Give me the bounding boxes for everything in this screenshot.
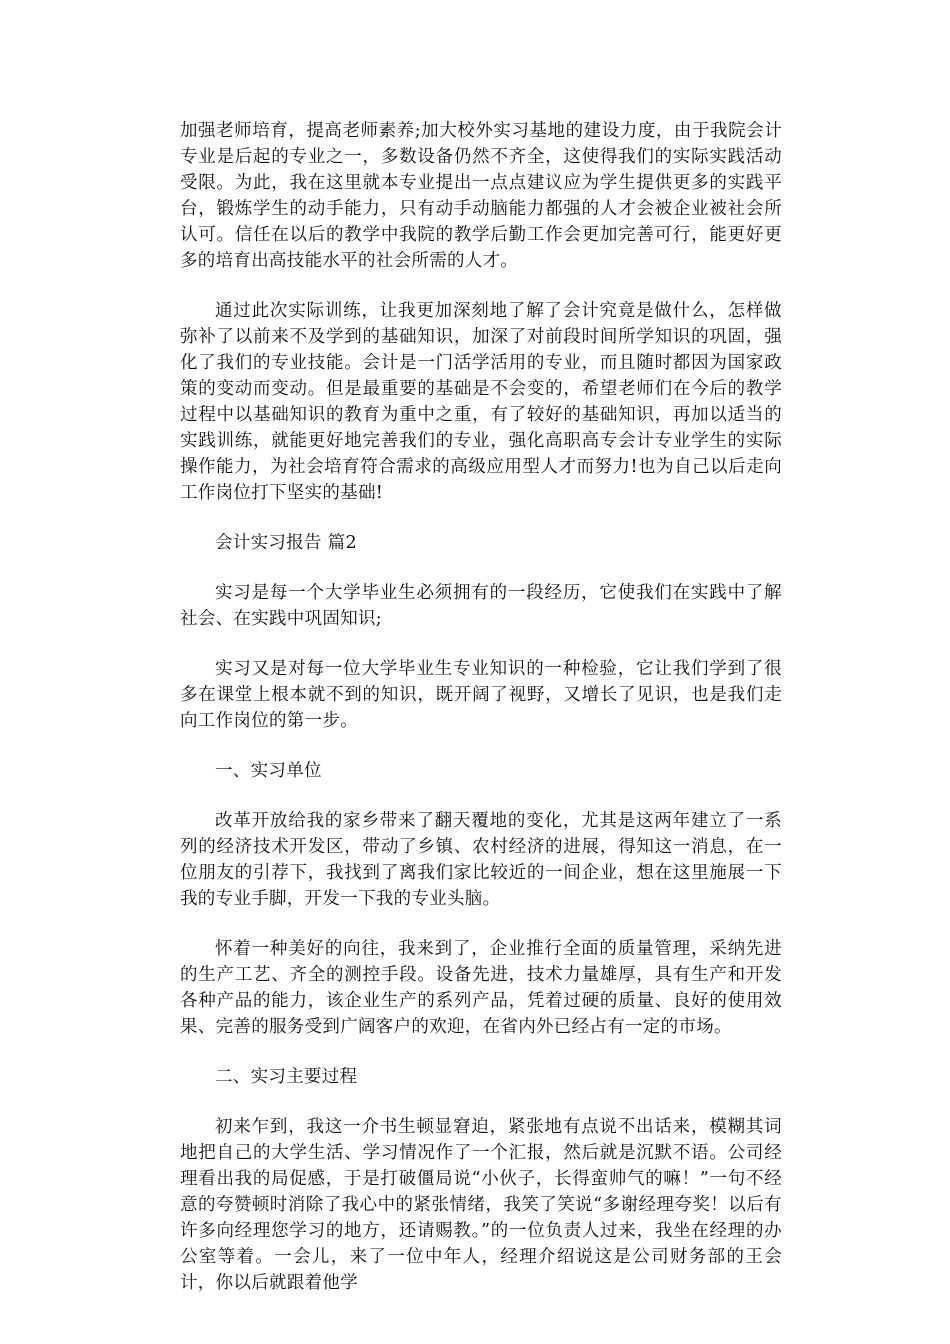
heading-internship-process: 二、实习主要过程 (215, 1067, 358, 1087)
paragraph-hometown-change: 改革开放给我的家乡带来了翻天覆地的变化，尤其是这两年建立了一系列的经济技术开发区，带动了乡镇、农村经济的进展，得知这一消息，在一位朋友的引荐下，我找到了离我们家比较近的一间企业，想在这里施展一下我的专业手脚，开发一下我的专业头脑。 (180, 811, 782, 909)
heading-internship-unit: 一、实习单位 (215, 761, 322, 781)
paragraph-internship-intro: 实习是每一个大学毕业生必须拥有的一段经历，它使我们在实践中了解社会、在实践中巩固知识; (180, 583, 782, 629)
paragraph-continuation: 加强老师培育，提高老师素养;加大校外实习基地的建设力度，由于我院会计专业是后起的专业之一，多数设备仍然不齐全，这使得我们的实际实践活动受限。为此，我在这里就本专业提出一点点建议应为学生提供更多的实践平台，锻炼学生的动手能力，只有动手动脑能力都强的人才会被企业被社会所认可。信任在以后的教学中我院的教学后勤工作会更加完善可行，能更好更多的培育出高技能水平的社会所需的人才。 (180, 121, 782, 271)
document-body (180, 118, 782, 1320)
paragraph-first-arrival: 初来乍到，我这一介书生顿显窘迫，紧张地有点说不出话来，模糊其词地把自己的大学生活、学习情况作了一个汇报，然后就是沉默不语。公司经理看出我的局促感，于是打破僵局说“小伙子，长得蛮帅气的嘛！”一句不经意的夸赞顿时消除了我心中的紧张情绪，我笑了笑说“多谢经理夸奖！以后有许多向经理您学习的地方，还请赐教。”的一位负责人过来，我坐在经理的办公室等着。一会儿，来了一位中年人，经理介绍说这是公司财务部的王会计，你以后就跟着他学 (180, 1117, 782, 1293)
paragraph-internship-test: 实习又是对每一位大学毕业生专业知识的一种检验，它让我们学到了很多在课堂上根本就不到的知识，既开阔了视野，又增长了见识，也是我们走向工作岗位的第一步。 (180, 659, 782, 731)
paragraph-company-description: 怀着一种美好的向往，我来到了，企业推行全面的质量管理，采纳先进的生产工艺、齐全的测控手段。设备先进，技术力量雄厚，具有生产和开发各种产品的能力，该企业生产的系列产品，凭着过硬的质量、良好的使用效果、完善的服务受到广阔客户的欢迎，在省内外已经占有一定的市场。 (180, 939, 782, 1037)
paragraph-training-summary: 通过此次实际训练，让我更加深刻地了解了会计究竟是做什么，怎样做弥补了以前来不及学到的基础知识，加深了对前段时间所学知识的巩固，强化了我们的专业技能。会计是一门活学活用的专业，而且随时都因为国家政策的变动而变动。但是最重要的基础是不会变的，希望老师们在今后的教学过程中以基础知识的教育为重中之重，有了较好的基础知识，再加以适当的实践训练，就能更好地完善我们的专业，强化高职高专会计专业学生的实际操作能力，为社会培育符合需求的高级应用型人才而努力!也为自己以后走向工作岗位打下坚实的基础! (180, 301, 782, 503)
section-title-report-2: 会计实习报告 篇2 (215, 533, 357, 553)
